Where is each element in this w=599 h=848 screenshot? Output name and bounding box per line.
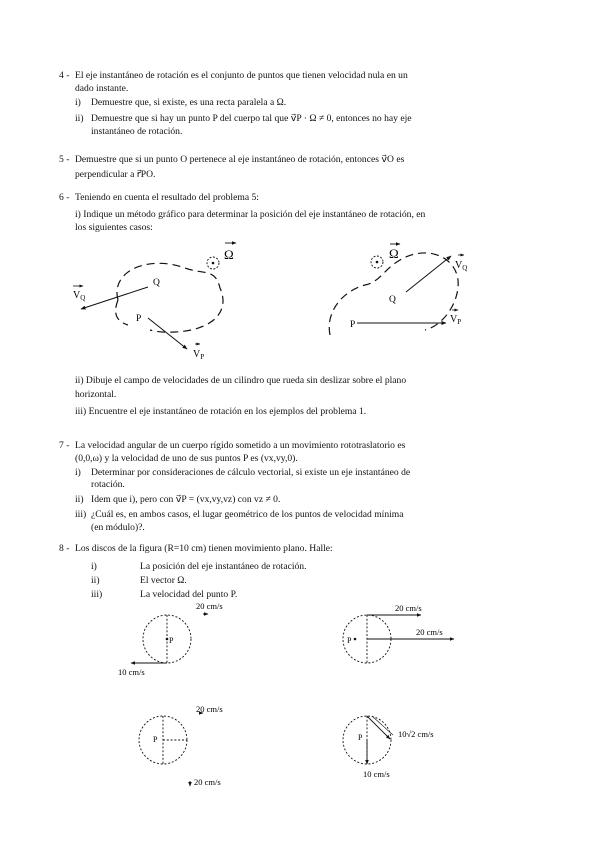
problem-4-number: 4 - xyxy=(59,70,70,81)
disc-4-diag-arrow-2 xyxy=(372,716,393,735)
disc-4-p-label: P xyxy=(358,733,363,742)
problem-7-line1: La velocidad angular de un cuerpo rígido sometido a un movimiento rototraslatorio es xyxy=(75,440,406,451)
vp-label-left: $V_P$ xyxy=(193,349,205,361)
problem-5-line2: perpendicular a r⃗PO. xyxy=(75,169,156,180)
problem-7-i-label: i) xyxy=(75,467,81,478)
problem-5-number: 5 - xyxy=(59,154,70,165)
vp-label-right: $V_P$ xyxy=(450,314,462,326)
problem-8-i-text: La posición del eje instantáneo de rotación. xyxy=(140,561,307,572)
problem-5-line1: Demuestre que si un punto O pertenece al eje instantáneo de rotación, entonces v⃗O es xyxy=(75,154,405,165)
vp-arrow-left xyxy=(148,318,187,349)
problem-7-ii-text: Idem que i), pero con v⃗P = (vx,vy,vz) con vz ≠ 0. xyxy=(91,494,281,505)
q-label-right: Q xyxy=(389,295,396,305)
problem-6-i-line2: los siguientes casos: xyxy=(75,222,153,233)
problem-7-ii-label: ii) xyxy=(75,494,84,505)
problem-8-number: 8 - xyxy=(59,543,70,554)
problem-6-number: 6 - xyxy=(59,192,70,203)
problem-6-intro: Teniendo en cuenta el resultado del problema 5: xyxy=(75,192,259,203)
problem-4-line1: El eje instantáneo de rotación es el conjunto de puntos que tienen velocidad nula en un xyxy=(75,70,408,81)
problem-8-disc-2 xyxy=(343,603,454,663)
q-label-left: Q xyxy=(153,278,160,288)
problem-7-iii-line2: (en módulo)?. xyxy=(91,522,145,533)
problem-8-intro: Los discos de la figura (R=10 cm) tienen movimiento plano. Halle: xyxy=(75,543,333,554)
body-outline-left xyxy=(117,263,223,332)
problem-8-iii-text: La velocidad del punto P. xyxy=(140,589,238,600)
omega-dot-right xyxy=(376,261,379,264)
problem-8-i-label: i) xyxy=(91,561,97,572)
problem-4-ii-text-a: Demuestre que si hay un punto P del cuerpo tal que v⃗P · Ω ≠ 0, entonces no hay eje xyxy=(91,113,412,124)
disc-2-top-label: 20 cm/s xyxy=(395,603,422,613)
problem-6-ii-line2: horizontal. xyxy=(75,389,117,400)
vq-arrow-right xyxy=(406,256,451,292)
problem-7-i-line1: Determinar por consideraciones de cálculo vectorial, si existe un eje instantáneo de xyxy=(91,467,411,478)
omega-label-right: Ω xyxy=(389,246,399,261)
problem-8-disc-1 xyxy=(118,601,223,677)
problem-7-iii-line1: ¿Cuál es, en ambos casos, el lugar geométrico de los puntos de velocidad mínima xyxy=(91,509,404,520)
problem-7-line2: (0,0,ω) y la velocidad de uno de sus puntos P es (vx,vy,0). xyxy=(75,453,298,464)
problem-6-figure-left xyxy=(73,243,236,361)
problem-4-i-text: Demuestre que, si existe, es una recta paralela a Ω. xyxy=(91,97,287,108)
disc-2-right-label: 20 cm/s xyxy=(416,627,443,637)
problem-4-ii-label: ii) xyxy=(75,113,84,124)
problem-7-iii-label: iii) xyxy=(75,509,87,520)
problem-8-ii-label: ii) xyxy=(91,575,100,586)
disc-1-p-label: P xyxy=(169,636,174,645)
disc-3-p-label: P xyxy=(153,735,158,744)
vq-label-right: $V_Q$ xyxy=(455,260,468,272)
omega-label-left: Ω xyxy=(224,247,234,262)
vq-arrow-left xyxy=(81,287,148,309)
problem-6-figure-right xyxy=(329,244,467,335)
problem-8-disc-3 xyxy=(139,704,223,787)
p-label-left: P xyxy=(136,314,142,324)
p-label-right: P xyxy=(350,320,356,330)
problem-6-ii-line1: ii) Dibuje el campo de velocidades de un cilindro que rueda sin deslizar sobre el plano xyxy=(75,375,407,386)
problem-7-number: 7 - xyxy=(59,440,70,451)
problem-6-i-line1: i) Indique un método gráfico para determinar la posición del eje instantáneo de rotación, en xyxy=(75,209,426,220)
problem-7-i-line2: rotación. xyxy=(91,479,125,490)
disc-4-diag-arrow xyxy=(367,716,390,739)
problem-8-iii-label: iii) xyxy=(91,589,103,600)
problem-4-ii-text-b: instantáneo de rotación. xyxy=(91,126,183,137)
vq-label-left: $V_Q$ xyxy=(73,290,86,302)
problem-4-line2: dado instante. xyxy=(75,83,129,94)
problem-4-i-label: i) xyxy=(75,97,81,108)
disc-1-top-label: 20 cm/s xyxy=(196,601,223,611)
disc-1-bottom-label: 10 cm/s xyxy=(118,667,145,677)
disc-4-bottom-label: 10 cm/s xyxy=(363,769,390,779)
body-outline-left-b xyxy=(116,300,128,325)
omega-dot-left xyxy=(212,262,215,265)
problem-8-ii-text: El vector Ω. xyxy=(140,575,187,586)
problem-8-disc-4 xyxy=(343,716,434,779)
disc-3-bottom-label: 20 cm/s xyxy=(194,777,221,787)
disc-3-top-label: 20 cm/s xyxy=(196,704,223,714)
problem-6-iii: iii) Encuentre el eje instantáneo de rotación en los ejemplos del problema 1. xyxy=(75,406,367,417)
disc-2-p-label: P xyxy=(347,636,352,645)
disc-4-diag-label: 10√2 cm/s xyxy=(398,729,434,739)
